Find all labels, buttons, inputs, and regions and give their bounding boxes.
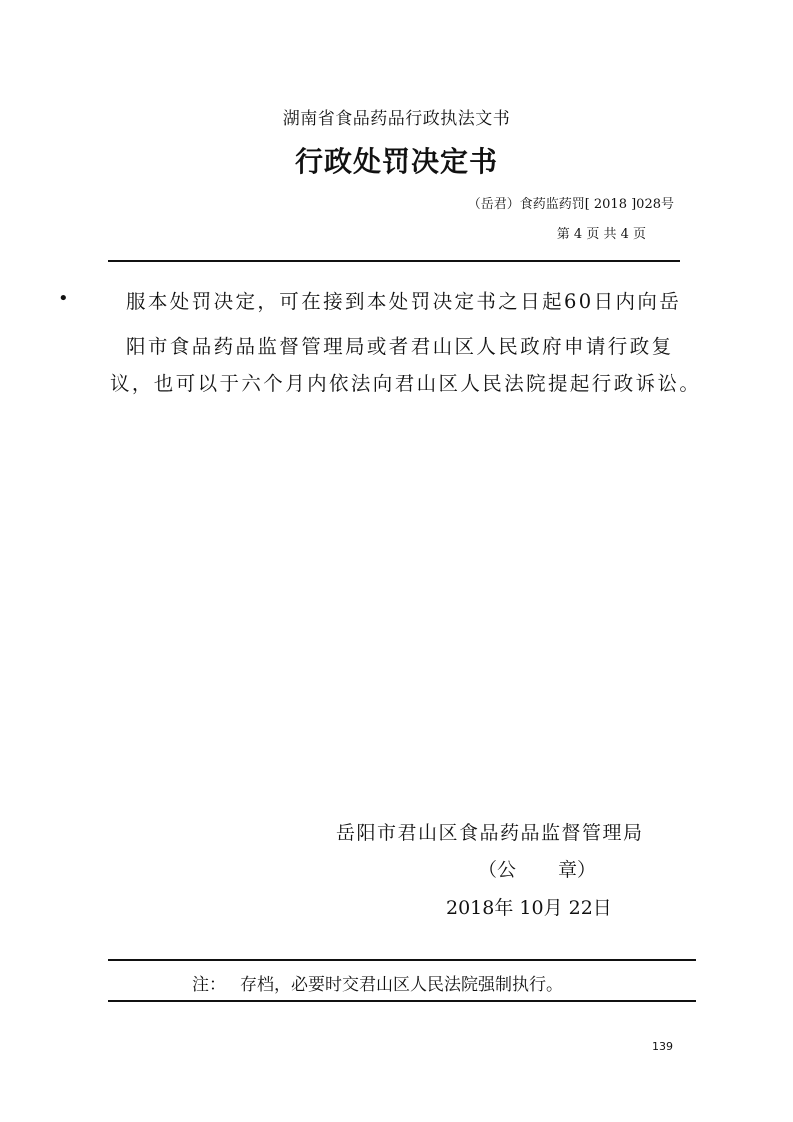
signing-agency: 岳阳市君山区食品药品监督管理局 — [336, 822, 644, 844]
note-text: 存档，必要时交君山区人民法院强制执行。 — [240, 975, 563, 995]
page-info: 第 4 页 共 4 页 — [556, 227, 646, 242]
issuing-authority-header: 湖南省食品药品行政执法文书 — [282, 109, 511, 129]
official-seal-label — [478, 855, 596, 882]
document-number: （岳君）食药监药罚[ 2018 ]028号 — [467, 197, 674, 212]
document-title: 行政处罚决定书 — [294, 145, 498, 178]
body-line-1: 服本处罚决定，可在接到本处罚决定书之日起60日内向岳 — [126, 290, 682, 313]
note-top-divider — [108, 959, 696, 961]
footer-note — [192, 970, 563, 995]
note-label: 注： — [192, 975, 226, 995]
page-number: 139 — [652, 1040, 673, 1053]
body-line-2: 阳市食品药品监督管理局或者君山区人民政府申请行政复 — [126, 335, 674, 358]
body-line-3: 议，也可以于六个月内依法向君山区人民法院提起行政诉讼。 — [110, 372, 702, 395]
seal-label-close: 章） — [558, 859, 597, 881]
seal-label-open: （公 — [478, 859, 517, 881]
bullet-mark: • — [58, 288, 69, 309]
note-bottom-divider — [108, 1000, 696, 1002]
signature-date: 2018年 10月 22日 — [446, 897, 612, 919]
header-divider — [108, 260, 680, 262]
